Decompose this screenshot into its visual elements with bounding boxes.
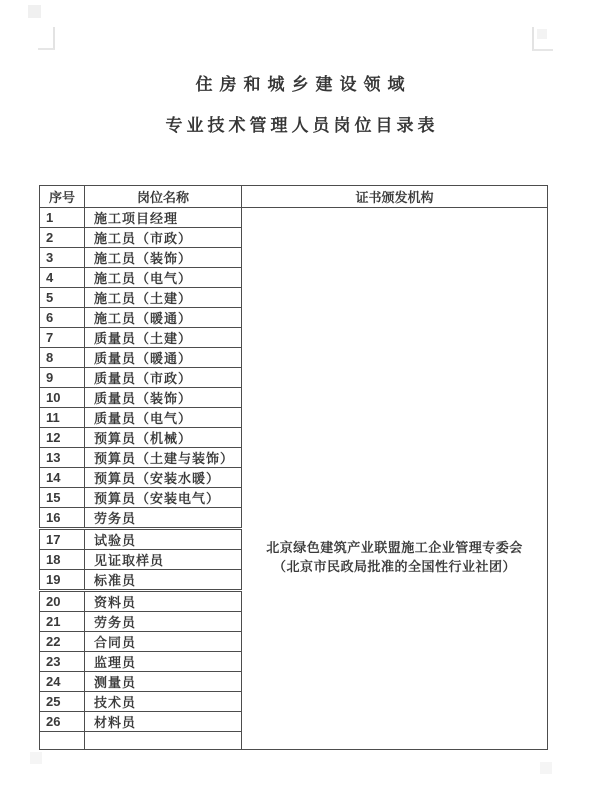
- row-position-name: 预算员（安装水暖）: [85, 468, 242, 488]
- row-index: 2: [40, 228, 85, 248]
- row-index: 5: [40, 288, 85, 308]
- row-index: 8: [40, 348, 85, 368]
- row-position-name: 资料员: [85, 591, 242, 612]
- row-index: 4: [40, 268, 85, 288]
- row-position-name: 见证取样员: [85, 550, 242, 570]
- agency-merged-cell: [242, 208, 548, 750]
- row-index: 26: [40, 712, 85, 732]
- row-position-name: 材料员: [85, 712, 242, 732]
- row-position-name: 质量员（装饰）: [85, 388, 242, 408]
- row-index: 25: [40, 692, 85, 712]
- row-index: 12: [40, 428, 85, 448]
- row-position-name: 施工员（电气）: [85, 268, 242, 288]
- row-index: 16: [40, 508, 85, 529]
- doc-title-line2: 专业技术管理人员岗位目录表: [165, 116, 439, 135]
- agency-line2: （北京市民政局批准的全国性行业社团）: [272, 558, 516, 574]
- row-index: 11: [40, 408, 85, 428]
- row-index: 24: [40, 672, 85, 692]
- position-directory-table: [39, 185, 548, 750]
- crop-mark-top-left-icon: [38, 27, 55, 50]
- row-index: 6: [40, 308, 85, 328]
- col-header-position: 岗位名称: [85, 186, 242, 208]
- row-index: 22: [40, 632, 85, 652]
- row-index: 3: [40, 248, 85, 268]
- row-index: 13: [40, 448, 85, 468]
- row-position-name: 质量员（土建）: [85, 328, 242, 348]
- row-position-name: 预算员（土建与装饰）: [85, 448, 242, 468]
- agency-text: [242, 538, 547, 576]
- row-index: 7: [40, 328, 85, 348]
- row-position-name: 标准员: [85, 570, 242, 591]
- row-index: 21: [40, 612, 85, 632]
- row-index: 10: [40, 388, 85, 408]
- scan-artifact-top-right: [537, 29, 547, 39]
- row-index: 14: [40, 468, 85, 488]
- row-position-name: 施工员（装饰）: [85, 248, 242, 268]
- col-header-index: 序号: [40, 186, 85, 208]
- scan-artifact-bottom-right: [540, 762, 552, 774]
- row-position-name: 预算员（机械）: [85, 428, 242, 448]
- row-index: 15: [40, 488, 85, 508]
- row-index: 20: [40, 591, 85, 612]
- row-position-name: 施工员（暖通）: [85, 308, 242, 328]
- row-position-name: 监理员: [85, 652, 242, 672]
- scan-artifact-bottom-left: [30, 752, 42, 764]
- row-index: 9: [40, 368, 85, 388]
- row-position-name: 质量员（暖通）: [85, 348, 242, 368]
- row-index: 23: [40, 652, 85, 672]
- row-position-name: 劳务员: [85, 612, 242, 632]
- row-position-name: 质量员（市政）: [85, 368, 242, 388]
- row-index: 18: [40, 550, 85, 570]
- col-header-agency: 证书颁发机构: [242, 186, 548, 208]
- row-position-name: 施工项目经理: [85, 208, 242, 228]
- table-row: [40, 208, 548, 228]
- scan-artifact-top-left: [28, 5, 41, 18]
- agency-line1: 北京绿色建筑产业联盟施工企业管理专委会: [266, 539, 523, 555]
- row-position-name: 施工员（市政）: [85, 228, 242, 248]
- row-index: 17: [40, 529, 85, 550]
- row-position-name: [85, 732, 242, 750]
- row-position-name: 施工员（土建）: [85, 288, 242, 308]
- row-position-name: 合同员: [85, 632, 242, 652]
- doc-title-line1: 住房和城乡建设领域: [195, 75, 412, 94]
- row-position-name: 测量员: [85, 672, 242, 692]
- row-index: 1: [40, 208, 85, 228]
- row-position-name: 劳务员: [85, 508, 242, 529]
- row-position-name: 技术员: [85, 692, 242, 712]
- row-index: 19: [40, 570, 85, 591]
- table-body: [40, 208, 548, 750]
- row-position-name: 预算员（安装电气）: [85, 488, 242, 508]
- row-position-name: 质量员（电气）: [85, 408, 242, 428]
- row-index: [40, 732, 85, 750]
- header-row: [40, 186, 548, 208]
- row-position-name: 试验员: [85, 529, 242, 550]
